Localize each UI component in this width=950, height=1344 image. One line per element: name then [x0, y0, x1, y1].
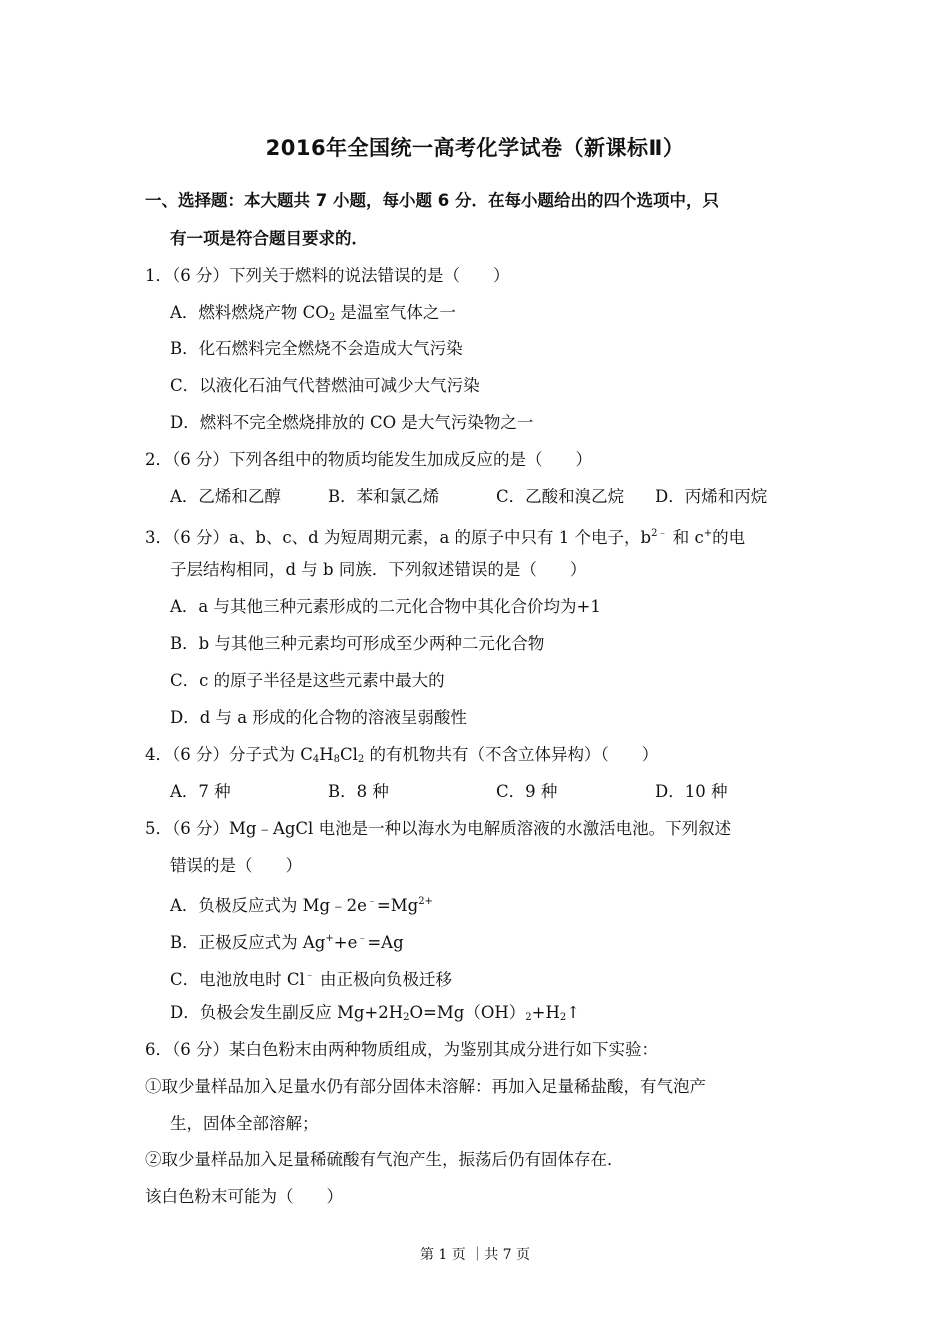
q4-option-b: B．8 种 — [328, 782, 389, 801]
q1-option-b: B．化石燃料完全燃烧不会造成大气污染 — [170, 339, 463, 358]
q1-stem: 1．（6 分）下列关于燃料的说法错误的是（ ） — [145, 266, 510, 285]
q3-option-c: C．c 的原子半径是这些元素中最大的 — [170, 671, 445, 690]
q3-stem-line1: 3．（6 分）a、b、c、d 为短周期元素，a 的原子中只有 1 个电子，$b^{2﹣}$ 和 c+的电 — [145, 528, 746, 547]
q3-option-d: D．d 与 a 形成的化合物的溶液呈弱酸性 — [170, 708, 467, 727]
q3-option-a: A．a 与其他三种元素形成的二元化合物中其化合价均为+1 — [170, 597, 601, 616]
q1-option-a: A．燃料燃烧产物 $CO_2$ 是温室气体之一 — [170, 303, 456, 323]
q6-step1-line2: 生，固体全部溶解； — [170, 1114, 319, 1133]
q1-option-d: D．燃料不完全燃烧排放的 CO 是大气污染物之一 — [170, 413, 534, 432]
section-heading-line1: 一、选择题：本大题共 7 小题，每小题 6 分．在每小题给出的四个选项中，只 — [145, 191, 719, 210]
q3-option-b: B．b 与其他三种元素均可形成至少两种二元化合物 — [170, 634, 545, 653]
q5-option-a: A．负极反应式为 $Mg﹣2e^﹣=Mg^{2+}$ — [170, 896, 433, 915]
q3-stem-line2: 子层结构相同，d 与 b 同族．下列叙述错误的是（ ） — [170, 560, 587, 579]
q2-stem: 2．（6 分）下列各组中的物质均能发生加成反应的是（ ） — [145, 450, 592, 469]
q5-option-c: C．电池放电时 Cl﹣ 由正极向负极迁移 — [170, 970, 453, 989]
q4-stem: 4．（6 分）分子式为 $C_4H_8Cl_2$ 的有机物共有（不含立体异构）（ ） — [145, 745, 659, 765]
q5-stem-line1: 5．（6 分）Mg﹣AgCl 电池是一种以海水为电解质溶液的水激活电池。下列叙述 — [145, 819, 732, 838]
q6-step2: ②取少量样品加入足量稀硫酸有气泡产生，振荡后仍有固体存在． — [145, 1150, 624, 1169]
q6-step1-line1: ①取少量样品加入足量水仍有部分固体未溶解：再加入足量稀盐酸，有气泡产 — [145, 1077, 706, 1096]
q5-option-d: D．负极会发生副反应 $Mg+2H_2O=Mg(OH)_2+H_2↑$ — [170, 1003, 581, 1023]
q5-option-b: B．正极反应式为 Ag++e﹣=Ag — [170, 933, 404, 952]
section-heading-line2: 有一项是符合题目要求的． — [170, 229, 368, 248]
q6-question: 该白色粉末可能为（ ） — [145, 1187, 343, 1206]
q2-option-b: B．苯和氯乙烯 — [328, 487, 440, 506]
page-footer: 第 1 页 ｜共 7 页 — [419, 1247, 531, 1263]
q4-option-d: D．10 种 — [655, 782, 728, 801]
page-title: 2016年全国统一高考化学试卷（新课标Ⅱ） — [265, 136, 685, 160]
q2-option-c: C．乙酸和溴乙烷 — [496, 487, 625, 506]
q4-option-c: C．9 种 — [496, 782, 558, 801]
q5-stem-line2: 错误的是（ ） — [170, 856, 302, 875]
q6-stem: 6．（6 分）某白色粉末由两种物质组成，为鉴别其成分进行如下实验： — [145, 1040, 658, 1059]
q1-option-c: C．以液化石油气代替燃油可减少大气污染 — [170, 376, 480, 395]
q2-option-d: D．丙烯和丙烷 — [655, 487, 768, 506]
q2-option-a: A．乙烯和乙醇 — [170, 487, 281, 506]
q4-option-a: A．7 种 — [170, 782, 231, 801]
